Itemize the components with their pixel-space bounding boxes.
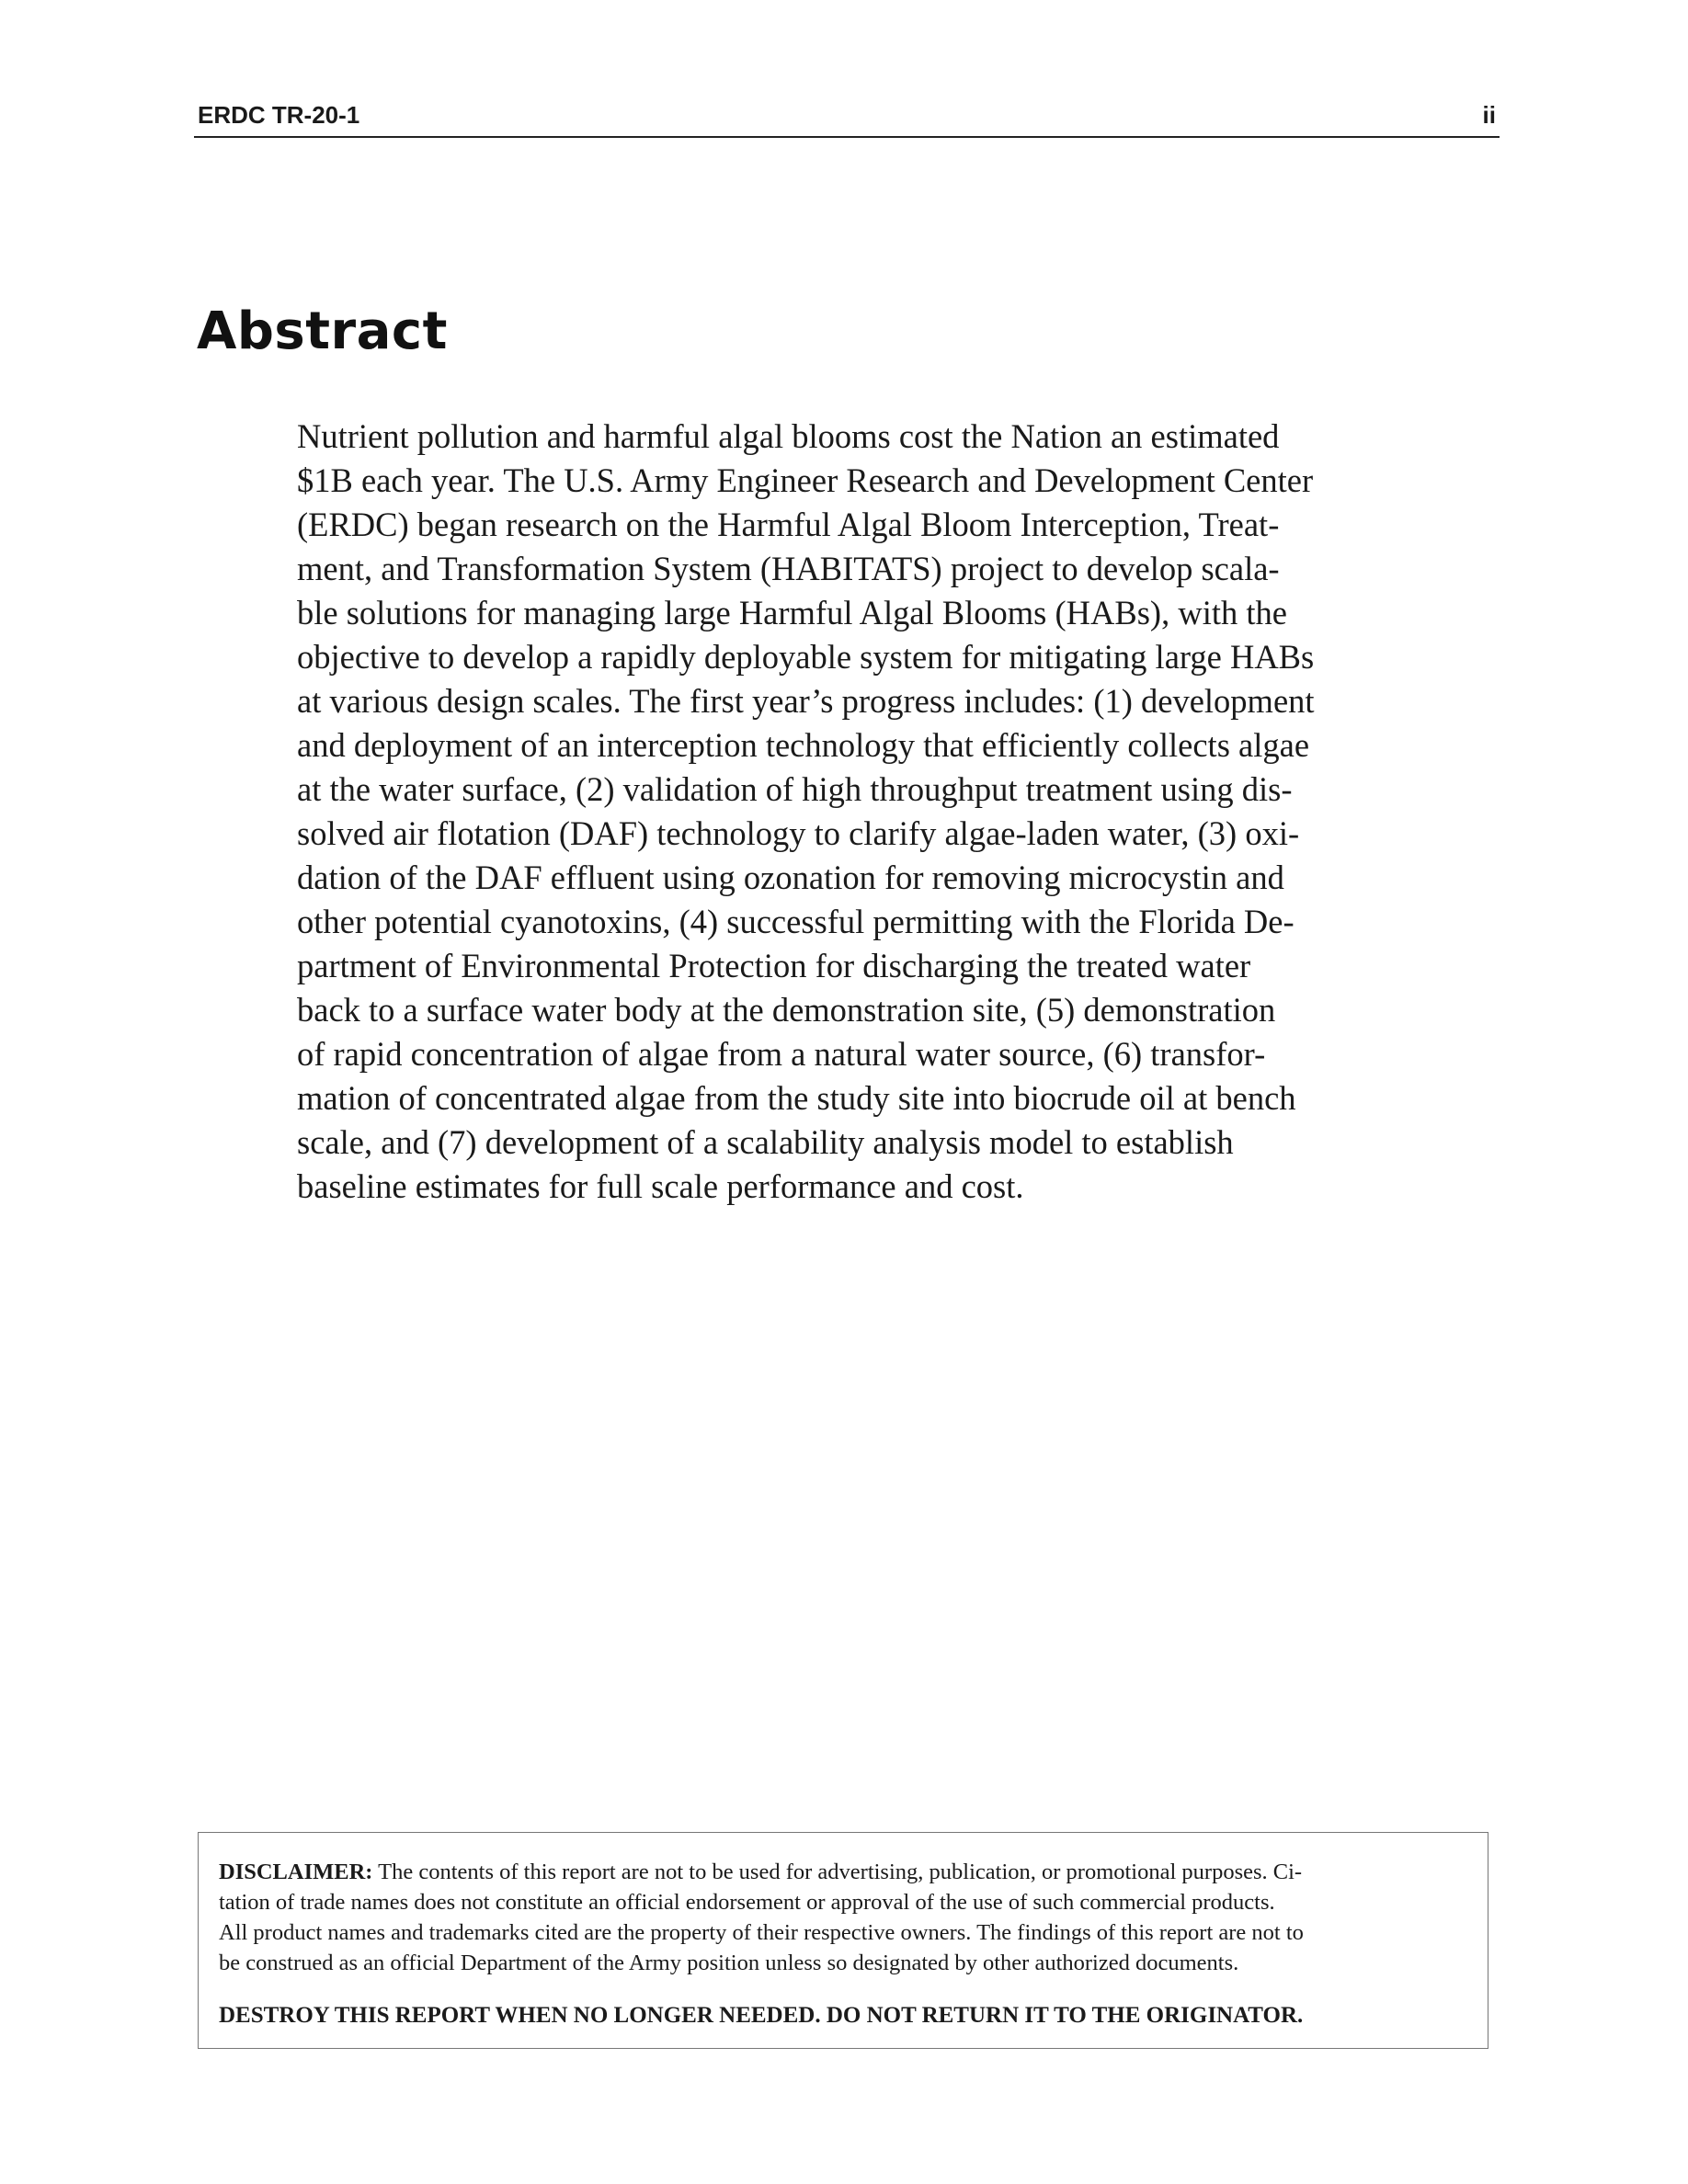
disclaimer-paragraph <box>219 1857 1467 1978</box>
section-title: Abstract <box>197 301 448 361</box>
disclaimer-box <box>198 1832 1488 2049</box>
destroy-notice: DESTROY THIS REPORT WHEN NO LONGER NEEDED. DO NOT RETURN IT TO THE ORIGINATOR. <box>219 2003 1304 2028</box>
abstract-text: Nutrient pollution and harmful algal blooms cost the Nation an estimated $1B each year. The U.S. Army Engineer Research and Development Center (ERDC) began research on the Harmful Algal Bloom Interception, Treat- ment, and Transformation System (HABITATS) project to develop scala- ble solutions for managing large Harmful Algal Blooms (HABs), with the objective to develop a rapidly deployable system for mitigating large HABs at various design scales. The first year’s progress includes: (1) development and deployment of an interception technology that efficiently collects algae at the water surface, (2) validation of high throughput treatment using dis- solved air flotation (DAF) technology to clarify algae-laden water, (3) oxi- dation of the DAF effluent using ozonation for removing microcystin and other potential cyanotoxins, (4) successful permitting with the Florida De- partment of Environmental Protection for discharging the treated water back to a surface water body at the demonstration site, (5) demonstration of rapid concentration of algae from a natural water source, (6) transfor- mation of concentrated algae from the study site into biocrude oil at bench scale, and (7) development of a scalability analysis model to establish baseline estimates for full scale performance and cost. <box>297 417 1315 1205</box>
running-header <box>194 101 1500 138</box>
disclaimer-text: The contents of this report are not to be used for advertising, publication, or promotional purposes. Ci- tation of trade names does not constitute an official endorsement or approval of the use of such commercial products. All product names and trademarks cited are the property of their respective owners. The findings of this report are not to be construed as an official Department of the Army position unless so designated by other authorized documents. <box>219 1860 1304 1975</box>
report-id: ERDC TR-20-1 <box>198 101 360 129</box>
page-number: ii <box>1482 101 1496 129</box>
disclaimer-label: DISCLAIMER: <box>219 1860 373 1884</box>
